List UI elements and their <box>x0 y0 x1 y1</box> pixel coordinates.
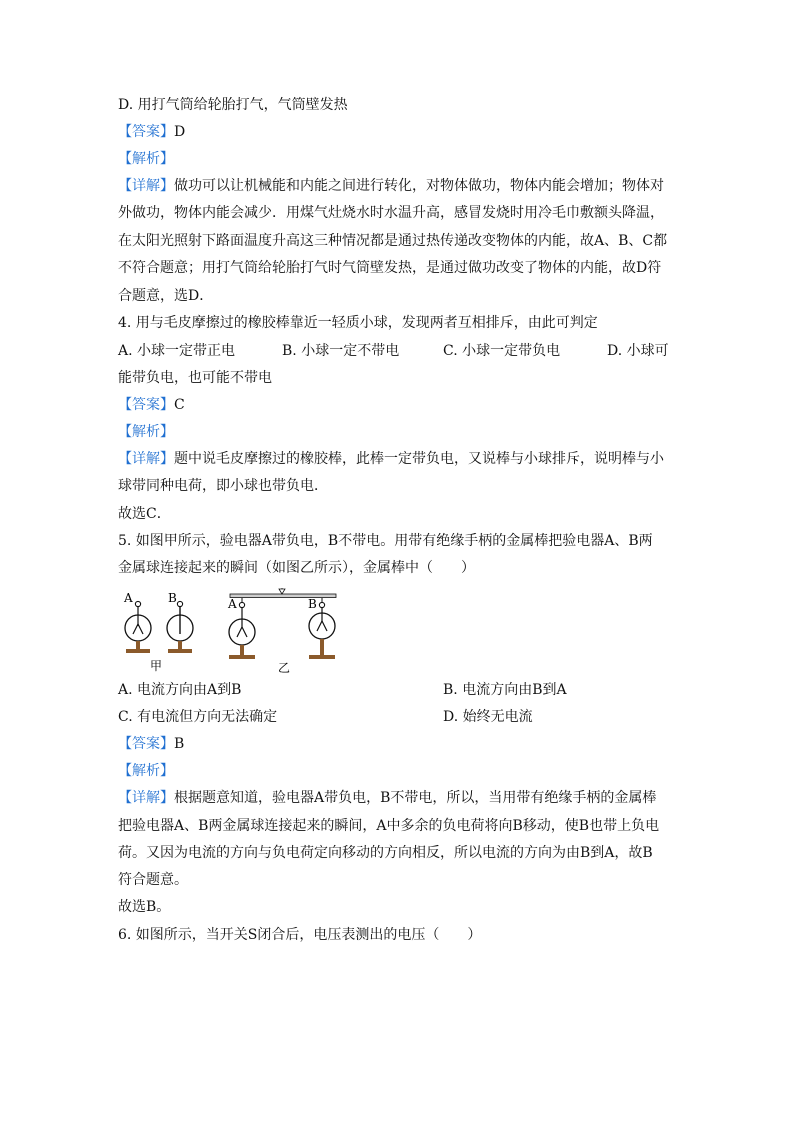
q5-analysis-tag: 【解析】 <box>118 763 174 779</box>
electroscope-figure <box>118 588 348 676</box>
q5-stem: 5. 如图甲所示，验电器A带负电，B不带电。用带有绝缘手柄的金属棒把验电器A、B两 <box>118 533 653 549</box>
q4-detail-line: 球带同种电荷，即小球也带负电． <box>118 478 328 494</box>
q3-detail-line: 不符合题意；用打气筒给轮胎打气时气筒壁发热，是通过做功改变了物体的内能，故D符 <box>118 260 662 276</box>
q4-option-a: A. 小球一定带正电 <box>118 343 236 359</box>
q5-option-b: B. 电流方向由B到A <box>443 682 567 698</box>
answer-tag: 【答案】 <box>118 124 174 140</box>
q4-option-d: D. 小球可 <box>607 343 669 359</box>
q5-detail-line: 【详解】根据题意知道，验电器A带负电，B不带电，所以，当用带有绝缘手柄的金属棒 <box>118 790 657 806</box>
q3-detail-line: 【详解】做功可以让机械能和内能之间进行转化，对物体做功，物体内能会增加；物体对 <box>118 178 664 194</box>
answer-value: C <box>174 397 185 413</box>
q4-conclusion: 故选C． <box>118 506 171 522</box>
detail-tag: 【详解】 <box>118 451 174 467</box>
q3-analysis-tag: 【解析】 <box>118 151 174 167</box>
q4-detail-line: 【详解】题中说毛皮摩擦过的橡胶棒，此棒一定带负电，又说棒与小球排斥，说明棒与小 <box>118 451 664 467</box>
answer-tag: 【答案】 <box>118 397 174 413</box>
detail-tag: 【详解】 <box>118 790 174 806</box>
q4-option-c: C. 小球一定带负电 <box>443 343 561 359</box>
q4-analysis-tag: 【解析】 <box>118 424 174 440</box>
electroscope-a-jia <box>125 601 151 653</box>
q4-option-d-cont: 能带负电，也可能不带电 <box>118 370 272 386</box>
q5-option-c: C. 有电流但方向无法确定 <box>118 709 278 725</box>
q4-answer <box>118 396 185 414</box>
label-a: A <box>228 597 237 611</box>
label-yi: 乙 <box>278 661 291 675</box>
q5-answer <box>118 735 184 753</box>
q5-conclusion: 故选B。 <box>118 899 171 915</box>
q3-detail-line: 在太阳光照射下路面温度升高这三种情况都是通过热传递改变物体的内能，故A、B、C都 <box>118 233 668 249</box>
q5-detail-line: 把验电器A、B两金属球连接起来的瞬间，A中多余的负电荷将向B移动，使B也带上负电 <box>118 818 660 834</box>
electroscope-b-jia <box>167 601 193 653</box>
q3-detail-line: 合题意，选D． <box>118 288 214 304</box>
metal-rod <box>230 588 336 598</box>
q3-answer <box>118 123 185 141</box>
label-b: B <box>168 591 177 605</box>
label-a: A <box>124 591 133 605</box>
label-b: B <box>308 597 317 611</box>
answer-value: B <box>174 736 185 752</box>
answer-value: D <box>174 124 186 140</box>
q6-stem: 6. 如图所示，当开关S闭合后，电压表测出的电压（ ） <box>118 927 482 943</box>
label-jia: 甲 <box>150 659 163 673</box>
q5-option-d: D. 始终无电流 <box>443 709 533 725</box>
q4-option-b: B. 小球一定不带电 <box>282 343 400 359</box>
q5-detail-line: 符合题意。 <box>118 872 188 888</box>
q5-detail-line: 荷。又因为电流的方向与负电荷定向移动的方向相反，所以电流的方向为由B到A，故B <box>118 845 653 861</box>
q3-detail-line: 外做功，物体内能会减少．用煤气灶烧水时水温升高，感冒发烧时用冷毛巾敷额头降温， <box>118 205 664 221</box>
q5-option-a: A. 电流方向由A到B <box>118 682 242 698</box>
detail-tag: 【详解】 <box>118 178 174 194</box>
q3-option-d: D. 用打气筒给轮胎打气，气筒壁发热 <box>118 97 348 113</box>
q5-stem: 金属球连接起来的瞬间（如图乙所示），金属棒中（ ） <box>118 560 475 576</box>
answer-tag: 【答案】 <box>118 736 174 752</box>
q4-stem: 4. 用与毛皮摩擦过的橡胶棒靠近一轻质小球，发现两者互相排斥，由此可判定 <box>118 315 598 331</box>
